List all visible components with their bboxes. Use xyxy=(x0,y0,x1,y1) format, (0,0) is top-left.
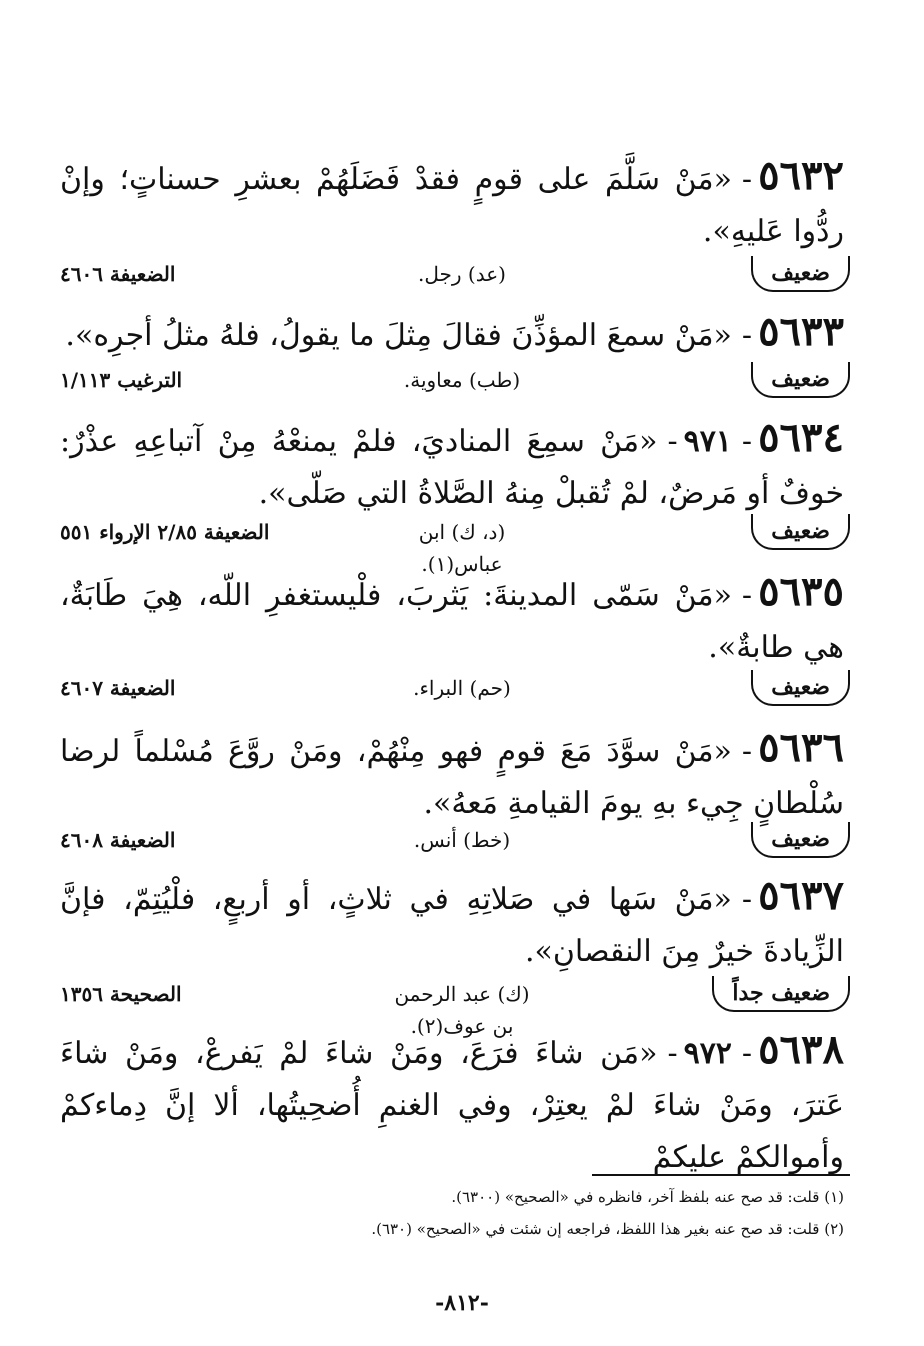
page-number: -٨١٢- xyxy=(435,1290,489,1316)
grade-label: ضعيف xyxy=(751,514,850,550)
hadith-entry: ٥٦٣٢-«مَنْ سَلَّمَ على قومٍ فقدْ فَضَلَهُمْ بعشرِ حسناتٍ؛ وإنْ ردُّوا عَليهِ». xyxy=(60,152,844,249)
source-row xyxy=(60,256,844,296)
hadith-number: ٥٦٣٤ xyxy=(758,414,844,461)
hadith-number: ٥٦٣٦ xyxy=(758,724,844,771)
hadith-text: «مَنْ سوَّدَ مَعَ قومٍ فهو مِنْهُمْ، ومَنْ روَّعَ مُسْلماً لرضا سُلْطانٍ جِيء بهِ يومَ القيامةِ مَعهُ». xyxy=(60,734,844,821)
hadith-entry: ٥٦٣٧-«مَنْ سَها في صَلاتِهِ في ثلاثٍ، أو أربعٍ، فلْيُتِمّ، فإنَّ الزِّيادةَ خيرٌ مِنَ النقصانِ». xyxy=(60,872,844,969)
source-row xyxy=(60,822,844,862)
hadith-number: ٥٦٣٥ xyxy=(758,568,844,615)
source-row xyxy=(60,670,844,710)
reference-text: الضعيفة ٤٦٠٦ xyxy=(60,262,176,286)
source-text: (خط) أنس. xyxy=(413,828,511,852)
hadith-number: ٥٦٣٧ xyxy=(758,872,844,919)
reference-text: الترغيب ١/١١٣ xyxy=(60,368,183,392)
secondary-number: ٩٧٢ xyxy=(683,1036,732,1071)
reference-text: الضعيفة ٤٦٠٧ xyxy=(60,676,176,700)
grade-label: ضعيف xyxy=(751,670,850,706)
grade-label: ضعيف xyxy=(751,256,850,292)
hadith-number: ٥٦٣٣ xyxy=(758,308,844,355)
source-text: (طب) معاوية. xyxy=(403,368,521,392)
footnote: (٢) قلت: قد صح عنه بغير هذا اللفظ، فراجعه إن شئت في «الصحيح» (٦٣٠). xyxy=(371,1220,844,1238)
grade-label: ضعيف جداً xyxy=(712,976,850,1012)
grade-label: ضعيف xyxy=(751,362,850,398)
reference-text: الصحيحة ١٣٥٦ xyxy=(60,982,182,1006)
reference-text: الضعيفة ٤٦٠٨ xyxy=(60,828,176,852)
hadith-number: ٥٦٣٨ xyxy=(758,1026,844,1073)
hadith-entry: ٥٦٣٤-٩٧١-«مَنْ سمِعَ المناديَ، فلمْ يمنعْهُ مِنْ آتباعِهِ عذْرٌ: خوفٌ أو مَرضٌ، لمْ تُقبلْ مِنهُ الصَّلاةُ التي صَلّى». xyxy=(60,414,844,511)
hadith-text: «مَنْ سمِعَ المناديَ، فلمْ يمنعْهُ مِنْ آتباعِهِ عذْرٌ: خوفٌ أو مَرضٌ، لمْ تُقبلْ مِنهُ الصَّلاةُ التي صَلّى». xyxy=(60,424,844,511)
hadith-entry: ٥٦٣٥-«مَنْ سَمّى المدينةَ: يَثربَ، فلْيستغفرِ اللّه، هِيَ طَابَةٌ، هي طابةٌ». xyxy=(60,568,844,665)
hadith-text: «مَنْ سَمّى المدينةَ: يَثربَ، فلْيستغفرِ اللّه، هِيَ طَابَةٌ، هي طابةٌ». xyxy=(60,578,844,665)
hadith-number: ٥٦٣٢ xyxy=(758,152,844,199)
grade-label: ضعيف xyxy=(751,822,850,858)
hadith-entry: ٥٦٣٨-٩٧٢-«مَن شاءَ فرَعَ، ومَنْ شاءَ لمْ يَفرعْ، ومَنْ شاءَ عَترَ، ومَنْ شاءَ لمْ يعتِرْ، وفي الغنمِ أُضحِيتُها، ألا إنَّ دِماءكمْ وأموالكمْ عليكمْ xyxy=(60,1026,844,1175)
source-row xyxy=(60,514,844,576)
source-row xyxy=(60,976,844,1038)
hadith-text: «مَنْ سَها في صَلاتِهِ في ثلاثٍ، أو أربعٍ، فلْيُتِمّ، فإنَّ الزِّيادةَ خيرٌ مِنَ النقصانِ». xyxy=(60,882,844,969)
footnote-divider xyxy=(592,1174,850,1176)
reference-text: الضعيفة ٢/٨٥ الإرواء ٥٥١ xyxy=(60,520,270,544)
source-text: (د، ك) ابن عباس(١). xyxy=(418,520,506,576)
hadith-entry: ٥٦٣٦-«مَنْ سوَّدَ مَعَ قومٍ فهو مِنْهُمْ، ومَنْ روَّعَ مُسْلماً لرضا سُلْطانٍ جِيء بهِ يومَ القيامةِ مَعهُ». xyxy=(60,724,844,821)
source-row xyxy=(60,362,844,402)
hadith-text: «مَن شاءَ فرَعَ، ومَنْ شاءَ لمْ يَفرعْ، ومَنْ شاءَ عَترَ، ومَنْ شاءَ لمْ يعتِرْ، وفي الغنمِ أُضحِيتُها، ألا إنَّ دِماءكمْ وأموالكمْ عليكمْ xyxy=(60,1036,844,1175)
source-text: (عد) رجل. xyxy=(418,262,506,286)
source-text: (ك) عبد الرحمن بن عوف(٢). xyxy=(394,982,530,1038)
hadith-text: «مَنْ سمعَ المؤذِّنَ فقالَ مِثلَ ما يقولُ، فلهُ مثلُ أجرِه». xyxy=(65,318,732,353)
secondary-number: ٩٧١ xyxy=(683,424,732,459)
hadith-entry: ٥٦٣٣-«مَنْ سمعَ المؤذِّنَ فقالَ مِثلَ ما يقولُ، فلهُ مثلُ أجرِه». xyxy=(65,308,844,355)
hadith-text: «مَنْ سَلَّمَ على قومٍ فقدْ فَضَلَهُمْ بعشرِ حسناتٍ؛ وإنْ ردُّوا عَليهِ». xyxy=(60,162,844,249)
footnote: (١) قلت: قد صح عنه بلفظ آخر، فانظره في «الصحيح» (٦٣٠٠). xyxy=(451,1188,844,1206)
source-text: (حم) البراء. xyxy=(413,676,511,700)
